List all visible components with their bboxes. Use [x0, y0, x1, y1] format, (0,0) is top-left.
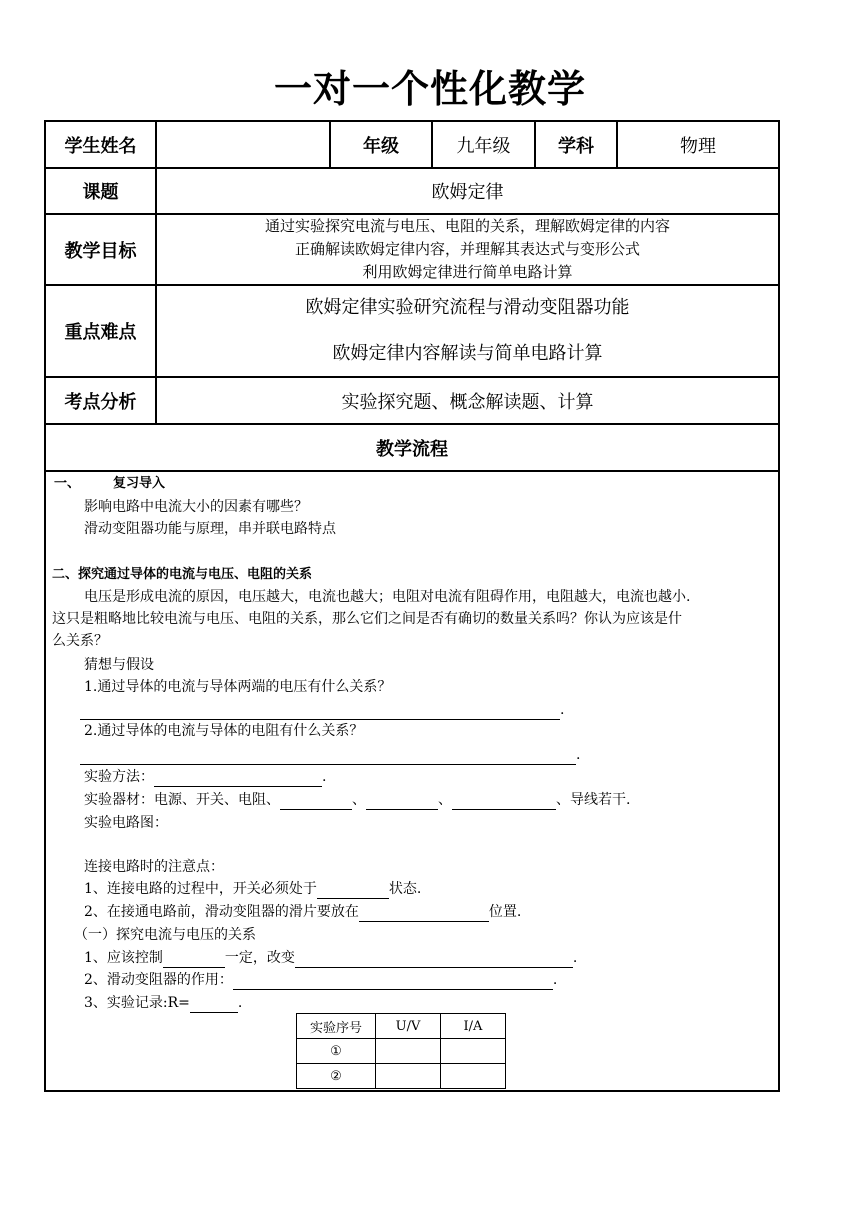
- equipment-blank[interactable]: [452, 793, 556, 810]
- text-line: 影响电路中电流大小的因素有哪些？: [84, 499, 308, 515]
- item-blank[interactable]: [295, 951, 573, 968]
- period: .: [560, 702, 565, 718]
- separator: 、: [352, 792, 366, 808]
- note-text: 状态.: [388, 881, 422, 897]
- text-line: 这只是粗略地比较电流与电压、电阻的关系，那么它们之间是否有确切的数量关系吗？你认为应该是什: [52, 611, 682, 627]
- text-line: 实验电路图：: [84, 815, 168, 831]
- period: .: [322, 769, 327, 785]
- analysis-label: 考点分析: [64, 391, 137, 413]
- table-header-cell: U/V: [376, 1014, 441, 1039]
- note-line: [84, 902, 521, 922]
- method-line: [84, 767, 326, 787]
- item-blank[interactable]: [233, 973, 553, 990]
- item-blank[interactable]: [163, 951, 225, 968]
- record-table: [296, 1013, 506, 1089]
- process-heading: 教学流程: [376, 438, 448, 460]
- topic-label: 课题: [82, 182, 119, 203]
- method-label: 实验方法：: [84, 769, 154, 785]
- item-blank[interactable]: [190, 996, 238, 1013]
- period: .: [552, 972, 558, 988]
- page-title: 一对一个性化教学: [273, 67, 586, 111]
- table-cell[interactable]: [376, 1064, 441, 1089]
- student-name-field[interactable]: [157, 122, 329, 167]
- equipment-label: 实验器材：电源、开关、电阻、: [84, 792, 280, 808]
- key-point-item: 欧姆定律内容解读与简单电路计算: [332, 343, 603, 364]
- key-points-label: 重点难点: [64, 322, 137, 343]
- goals-list: [157, 215, 778, 284]
- answer-blank[interactable]: [80, 748, 576, 765]
- item-line: [84, 993, 242, 1013]
- note-text: 2、在接通电路前，滑动变阻器的滑片要放在: [84, 904, 359, 920]
- goal-item: 利用欧姆定律进行简单电路计算: [362, 263, 573, 281]
- item-line: [84, 970, 557, 990]
- question-line: 1.通过导体的电流与导体两端的电压有什么关系？: [84, 679, 392, 695]
- equipment-end: 、导线若干.: [556, 792, 631, 808]
- item-text: 一定，改变: [224, 950, 295, 966]
- note-blank[interactable]: [359, 905, 489, 922]
- separator: 、: [438, 792, 452, 808]
- grade-label: 年级: [363, 135, 399, 157]
- goal-item: 通过实验探究电流与电压、电阻的关系，理解欧姆定律的内容: [264, 217, 670, 235]
- item-text: 3、实验记录:R=: [84, 995, 190, 1011]
- answer-line: [80, 700, 564, 720]
- analysis-value: 实验探究题、概念解读题、计算: [341, 391, 594, 413]
- period: .: [572, 950, 578, 966]
- table-row: [297, 1039, 506, 1064]
- answer-line: [80, 745, 580, 765]
- period: .: [237, 995, 243, 1011]
- key-points-list: [157, 286, 778, 376]
- goals-label: 教学目标: [64, 240, 137, 262]
- subject-value: 物理: [680, 135, 716, 157]
- method-blank[interactable]: [154, 770, 322, 787]
- note-text: 位置.: [488, 904, 522, 920]
- subsection-title: （一）探究电流与电压的关系: [74, 927, 256, 943]
- equipment-blank[interactable]: [280, 793, 352, 810]
- goal-item: 正确解读欧姆定律内容，并理解其表达式与变形公式: [294, 240, 640, 258]
- subject-label: 学科: [558, 135, 594, 157]
- table-header-cell: 实验序号: [297, 1014, 376, 1039]
- note-text: 1、连接电路的过程中，开关必须处于: [84, 881, 317, 897]
- equipment-line: [84, 790, 630, 810]
- question-line: 2.通过导体的电流与导体的电阻有什么关系？: [84, 723, 364, 739]
- text-line: 电压是形成电流的原因，电压越大，电流也越大；电阻对电流有阻碍作用，电阻越大，电流也越小.: [84, 589, 691, 605]
- item-text: 2、滑动变阻器的作用：: [84, 972, 233, 988]
- text-line: 猜想与假设: [84, 657, 154, 673]
- table-header-cell: I/A: [441, 1014, 506, 1039]
- student-name-label: 学生姓名: [64, 135, 137, 157]
- topic-value: 欧姆定律: [431, 182, 504, 203]
- text-line: 么关系？: [52, 633, 108, 649]
- table-header-row: [297, 1014, 506, 1039]
- table-cell[interactable]: [441, 1039, 506, 1064]
- table-cell: ②: [297, 1064, 376, 1089]
- item-line: [84, 948, 577, 968]
- grade-value: 九年级: [456, 135, 511, 157]
- section-title: 复习导入: [113, 476, 166, 491]
- key-point-item: 欧姆定律实验研究流程与滑动变阻器功能: [305, 297, 630, 318]
- item-text: 1、应该控制: [84, 950, 163, 966]
- period: .: [576, 747, 581, 763]
- note-blank[interactable]: [317, 882, 389, 899]
- table-cell[interactable]: [376, 1039, 441, 1064]
- text-line: 连接电路时的注意点：: [84, 859, 224, 875]
- text-line: 滑动变阻器功能与原理，串并联电路特点: [84, 521, 336, 537]
- section-number: 一、: [54, 476, 81, 491]
- equipment-blank[interactable]: [366, 793, 438, 810]
- table-cell: ①: [297, 1039, 376, 1064]
- section-title: 二、探究通过导体的电流与电压、电阻的关系: [52, 567, 313, 582]
- answer-blank[interactable]: [80, 703, 560, 720]
- table-row: [297, 1064, 506, 1089]
- row-divider: [44, 470, 780, 472]
- table-cell[interactable]: [441, 1064, 506, 1089]
- note-line: [84, 879, 421, 899]
